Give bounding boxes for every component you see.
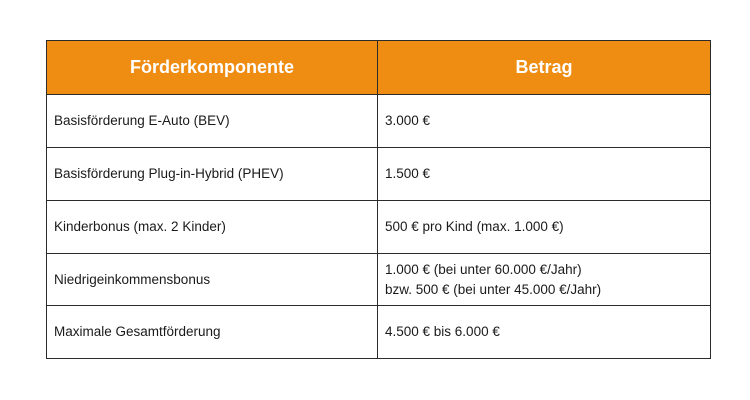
amount-line: 500 € pro Kind (max. 1.000 €) (385, 219, 564, 234)
column-header-amount: Betrag (378, 41, 711, 95)
table-row (47, 95, 711, 148)
cell-amount (378, 306, 711, 359)
table-row (47, 148, 711, 201)
cell-amount (378, 148, 711, 201)
amount-line: 4.500 € bis 6.000 € (385, 324, 500, 339)
funding-table (46, 40, 711, 359)
cell-component: Basisförderung E-Auto (BEV) (47, 95, 378, 148)
amount-line: 3.000 € (385, 113, 431, 128)
cell-amount (378, 254, 711, 306)
cell-amount (378, 201, 711, 254)
amount-line: bzw. 500 € (bei unter 45.000 €/Jahr) (385, 281, 602, 297)
amount-line: 1.500 € (385, 166, 431, 181)
column-header-component: Förderkomponente (47, 41, 378, 95)
table-row (47, 306, 711, 359)
table-row (47, 254, 711, 306)
cell-component: Maximale Gesamtförderung (47, 306, 378, 359)
amount-line: 1.000 € (bei unter 60.000 €/Jahr) (385, 261, 582, 277)
cell-component: Kinderbonus (max. 2 Kinder) (47, 201, 378, 254)
table-header-row (47, 41, 711, 95)
table-row (47, 201, 711, 254)
cell-component: Basisförderung Plug-in-Hybrid (PHEV) (47, 148, 378, 201)
cell-amount (378, 95, 711, 148)
cell-component: Niedrigeinkommensbonus (47, 254, 378, 306)
